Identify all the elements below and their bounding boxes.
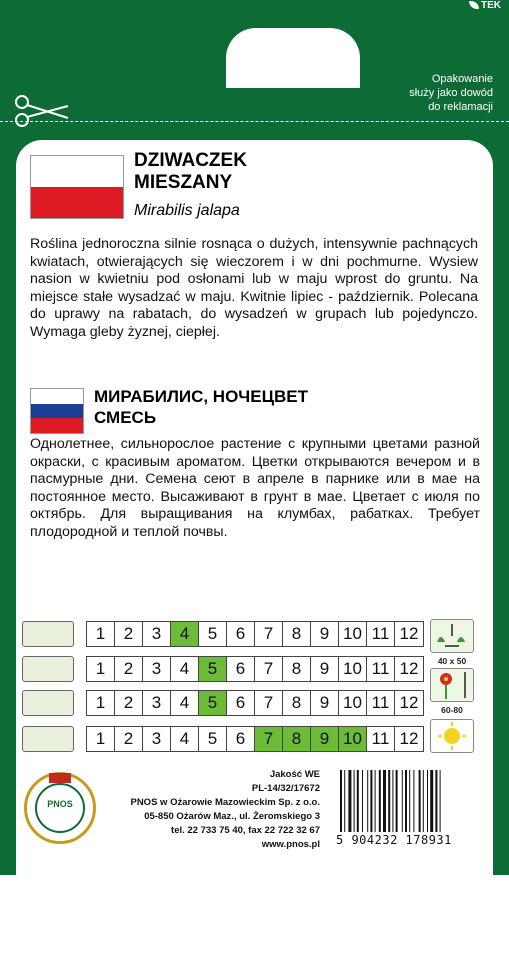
month-grid — [86, 621, 424, 647]
month-cell: 4 — [171, 622, 199, 646]
month-cell: 3 — [143, 691, 171, 715]
month-cell: 6 — [227, 727, 255, 751]
month-cell: 6 — [227, 657, 255, 681]
latin-name: Mirabilis jalapa — [134, 202, 240, 219]
flag-russia — [30, 388, 84, 434]
month-cell: 10 — [339, 622, 367, 646]
month-cell: 1 — [87, 691, 115, 715]
month-cell: 8 — [283, 691, 311, 715]
month-cell: 6 — [227, 622, 255, 646]
calendar-row — [22, 726, 422, 752]
month-cell: 5 — [199, 657, 227, 681]
month-cell: 5 — [199, 727, 227, 751]
seal-logo-text: PNOS — [47, 799, 73, 809]
month-cell: 9 — [311, 657, 339, 681]
month-cell: 10 — [339, 691, 367, 715]
brand-label: TEK — [481, 0, 501, 11]
transplanting-icon — [22, 690, 74, 716]
month-cell: 3 — [143, 622, 171, 646]
ru-title-line1: МИРАБИЛИС, НОЧЕЦВЕТ — [94, 387, 309, 406]
flowering-icon — [22, 726, 74, 752]
month-cell: 12 — [399, 659, 419, 678]
complaint-note: Opakowanie służy jako dowód do reklamacji — [409, 73, 493, 113]
open-ground-sowing-icon — [22, 656, 74, 682]
scissors-icon — [14, 94, 70, 128]
pl-title — [134, 150, 247, 194]
barcode — [338, 770, 478, 832]
pl-description: Roślina jednoroczna silnie rosnąca o dużych, intensywnie pachnących kwiatach, otwierających się wieczorem i w dni pochmurne. Wysiew nasion w kwietniu pod osłonami lub w maju wprost do gruntu. Na miejsce stałe wysadzać w maju. Kwitnie lipiec - październik. Polecana do uprawy na rabatach, do wysadzeń w grupach lub pojedynczo. Wymaga gleby żyznej, ciepłej. — [30, 236, 478, 340]
month-cell: 7 — [255, 691, 283, 715]
month-cell: 7 — [255, 622, 283, 646]
calendar-row — [22, 621, 422, 647]
month-cell: 1 — [87, 622, 115, 646]
quality-seal-logo — [24, 772, 96, 844]
month-cell: 2 — [115, 727, 143, 751]
month-cell: 11 — [367, 691, 395, 715]
pl-title-line1: DZIWACZEK — [134, 150, 247, 171]
month-cell: 6 — [227, 691, 255, 715]
flag-poland — [30, 155, 124, 219]
month-cell: 11 — [367, 657, 395, 681]
month-cell: 12 — [399, 693, 419, 712]
calendar-row — [22, 656, 422, 682]
month-cell: 11 — [367, 622, 395, 646]
month-grid — [86, 656, 424, 682]
month-cell: 12 — [399, 729, 419, 748]
greenhouse-sowing-icon — [22, 621, 74, 647]
month-cell: 8 — [283, 657, 311, 681]
month-cell: 12 — [399, 624, 419, 643]
brand-mark — [469, 0, 501, 11]
barcode-number: 5 904232 178931 — [336, 833, 452, 847]
month-grid — [86, 726, 424, 752]
ru-title — [94, 386, 308, 428]
month-cell: 1 — [87, 657, 115, 681]
month-cell: 7 — [255, 657, 283, 681]
month-cell: 8 — [283, 727, 311, 751]
month-cell: 11 — [367, 727, 395, 751]
month-cell: 9 — [311, 727, 339, 751]
pl-title-line2: MIESZANY — [134, 172, 233, 193]
month-cell: 7 — [255, 727, 283, 751]
month-cell: 9 — [311, 622, 339, 646]
month-cell: 4 — [171, 691, 199, 715]
leaf-icon — [469, 1, 479, 9]
month-cell: 8 — [283, 622, 311, 646]
calendar-row — [22, 690, 422, 716]
hang-tab — [226, 28, 360, 88]
ru-title-line2: СМЕСЬ — [94, 408, 157, 427]
height-label: 60-80 — [441, 705, 463, 715]
ru-description: Однолетнее, сильнорослое растение с крупными цветами разной окраски, с красивым ароматом. Цветки открываются вечером и в пасмурные дни. Семена сеют в апреле в парнике или в мае на постоянное место. Высаживают в грунт в мае. Цветает с июля по октябрь. Для выращивания на клумбах, рабатках. Требует плодородной и теплой почвы. — [30, 436, 480, 540]
spacing-label: 40 x 50 — [437, 656, 467, 666]
month-grid — [86, 690, 424, 716]
month-cell: 3 — [143, 657, 171, 681]
month-cell: 1 — [87, 727, 115, 751]
month-cell: 10 — [339, 657, 367, 681]
sun-icon — [430, 719, 474, 753]
month-cell: 5 — [199, 691, 227, 715]
month-cell: 4 — [171, 657, 199, 681]
month-cell: 4 — [171, 727, 199, 751]
spacing-icon — [430, 619, 474, 653]
producer-info: Jakość WE PL-14/32/17672 PNOS w Ożarowie Mazowieckim Sp. z o.o. 05-850 Ożarów Maz., ul. Żeromskiego 3 tel. 22 733 75 40, fax 22 722 32 67 www.pnos.pl — [130, 769, 320, 850]
month-cell: 2 — [115, 691, 143, 715]
cut-line — [0, 121, 509, 122]
month-cell: 5 — [199, 622, 227, 646]
month-cell: 10 — [339, 727, 367, 751]
month-cell: 2 — [115, 622, 143, 646]
month-cell: 2 — [115, 657, 143, 681]
month-cell: 3 — [143, 727, 171, 751]
plant-height-icon — [430, 668, 474, 702]
month-cell: 9 — [311, 691, 339, 715]
